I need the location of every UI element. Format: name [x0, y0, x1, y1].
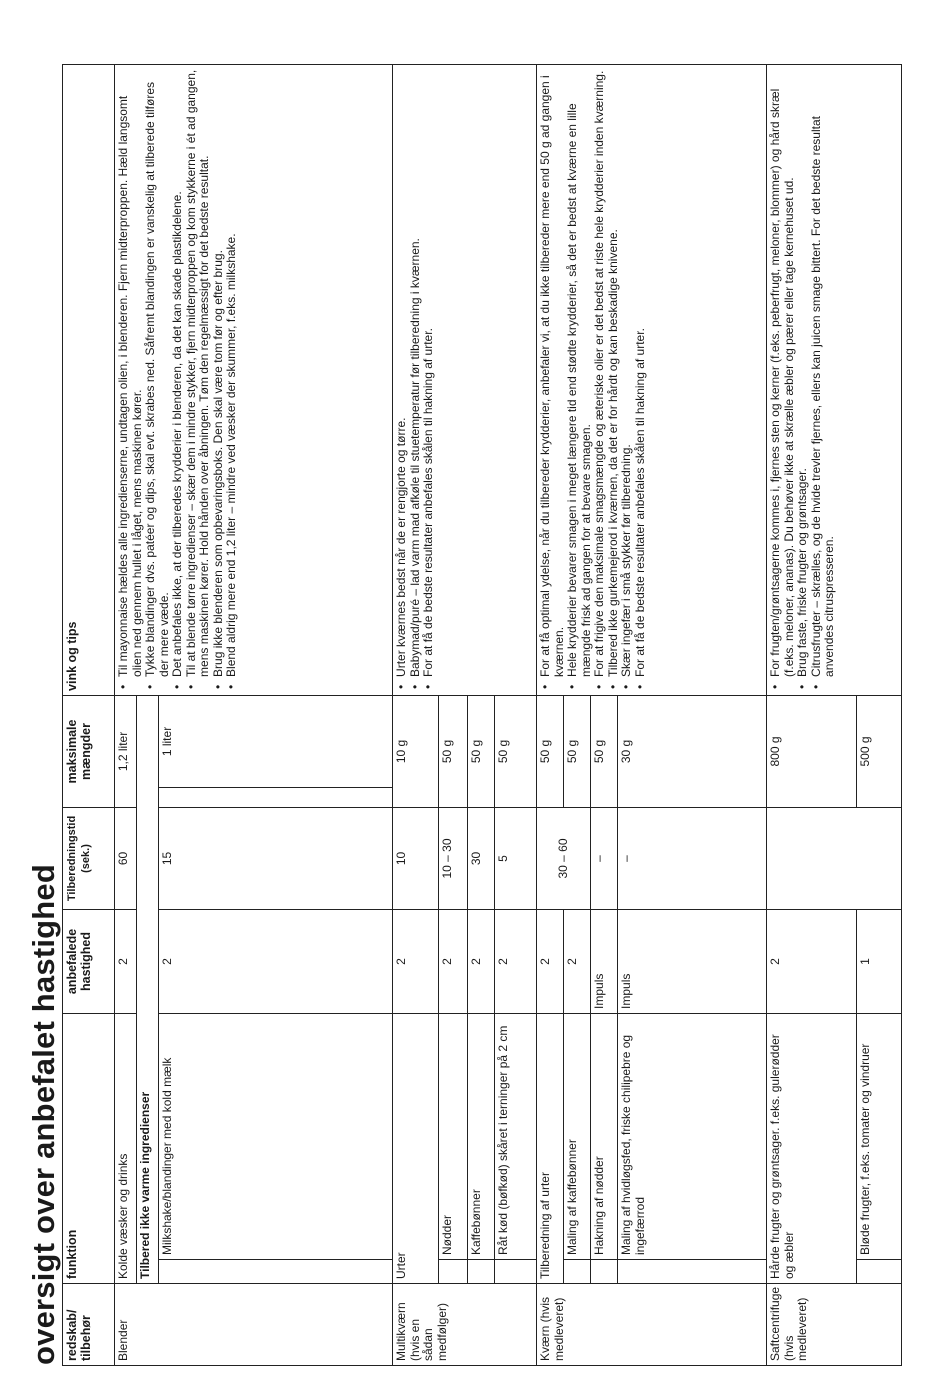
max-cell: 50 g — [439, 695, 468, 807]
function-cell: Milkshake/blandinger med kold mælk — [159, 1013, 393, 1259]
header-speed: anbefalede hastighed — [63, 909, 115, 1013]
function-cell: Maling af hvidløgsfed, friske chilipebre og ingefærrod — [618, 1013, 767, 1259]
max-cell: 50 g — [537, 695, 564, 807]
header-tool: redskab/ tilbehør — [63, 1284, 115, 1366]
function-cell: Hårde frugter og grøntsager. f.eks. gulerødder og æbler — [767, 1013, 857, 1283]
max-cell: 500 g — [857, 695, 902, 807]
max-cell: 1,2 liter — [115, 695, 137, 807]
speed-cell: 2 — [495, 909, 537, 1013]
speed-table — [62, 64, 902, 1366]
function-cell: Maling af kaffebønner — [564, 1013, 591, 1259]
time-cell — [767, 807, 902, 909]
tips-cell — [767, 64, 902, 695]
tool-cell: Kværn (hvis medleveret) — [537, 1284, 767, 1366]
tip-item: • Brug faste, friske frugter og grøntsager. — [796, 69, 810, 677]
function-cell: Hakning af nødder — [591, 1013, 618, 1259]
tip-item: • Skær ingefær i små stykker før tilberedning. — [620, 69, 634, 677]
speed-cell: 2 — [564, 909, 591, 1013]
max-cell: 800 g — [767, 695, 857, 807]
speed-cell: 2 — [439, 909, 468, 1013]
time-cell: 60 — [115, 807, 137, 909]
table-row — [537, 64, 564, 1365]
tips-list — [769, 69, 837, 691]
header-tips: vink og tips — [63, 64, 115, 695]
tips-cell — [537, 64, 767, 695]
function-cell: Nødder — [439, 1013, 468, 1259]
page-title: oversigt over anbefalet hastighed — [26, 863, 61, 1365]
time-cell: – — [618, 807, 767, 909]
tip-item: • Hele krydderier bevarer smagen i meget længere tid end stødte krydderier, så det er bedst at kværne en lille mængde frisk ad gangen for at bevare smagen. — [566, 69, 593, 677]
time-cell: 30 — [468, 807, 495, 909]
tips-cell — [393, 64, 537, 695]
blender-subheading: Tilbered ikke varme ingredienser — [137, 695, 159, 1283]
speed-cell: Impuls — [591, 909, 618, 1013]
time-cell: – — [591, 807, 618, 909]
header-time: Tilberedningstid (sek.) — [63, 807, 115, 909]
tip-item: • Urter kværnes bedst når de er rengjorte og tørre. — [395, 69, 409, 677]
tips-list — [395, 69, 436, 691]
header-max: maksimale mængder — [63, 695, 115, 807]
speed-cell: 2 — [115, 909, 137, 1013]
speed-cell: 2 — [468, 909, 495, 1013]
tip-item: • Blend aldrig mere end 1,2 liter – mindre ved væsker der skummer, f.eks. milkshake. — [225, 69, 239, 677]
table-row — [393, 64, 439, 1365]
tip-item: • For at få optimal ydelse, når du tilbereder krydderier, anbefaler vi, at du ikke tilbereder mere end 50 g ad gangen i kværnen. — [539, 69, 566, 677]
tip-item: • Det anbefales ikke, at der tilberedes krydderier i blenderen, da det kan skade plastikdelene. — [171, 69, 185, 677]
tip-item: • Tilbered ikke gurkemejerod i kværnen, da det er for hårdt og kan beskadige knivene. — [607, 69, 621, 677]
speed-cell: 2 — [159, 909, 393, 1013]
speed-cell: 2 — [767, 909, 857, 1013]
function-cell: Kolde væsker og drinks — [115, 1013, 137, 1283]
tool-cell: Saftcentrifuge (hvis medleveret) — [767, 1284, 902, 1366]
tool-cell: Blender — [115, 1284, 393, 1366]
function-cell: Urter — [393, 1013, 439, 1283]
speed-cell: Impuls — [618, 909, 767, 1013]
tip-item: • For frugten/grøntsagerne kommes i, fjernes sten og kerner (f.eks. peberfrugt, meloner, blommer) og hård skræl (f.eks. meloner, ananas). Du behøver ikke at skrælle æbler og pærer eller tage kernehuset ud. — [769, 69, 796, 677]
tip-item: • Tykke blandinger dvs. patéer og dips, skal evt. skrabes ned. Såfremt blandingen er vanskelig at tilberede tilføres der mere væde. — [144, 69, 171, 677]
tip-item: • For at frigive den maksimale smagsmængde og æteriske olier er det bedst at riste hele krydderier inden kværning. — [593, 69, 607, 677]
max-cell: 50 g — [564, 695, 591, 807]
table-row — [115, 64, 137, 1365]
time-cell: 5 — [495, 807, 537, 909]
speed-cell: 2 — [537, 909, 564, 1013]
max-cell: 50 g — [591, 695, 618, 807]
time-cell: 30 – 60 — [537, 807, 591, 909]
tip-item: • Til mayonnaise hældes alle ingredienserne, undtagen olien, i blenderen. Fjern midterproppen. Hæld langsomt olien ned gennem hullet i låget, mens maskinen kører. — [117, 69, 144, 677]
tips-list — [117, 69, 239, 691]
tip-item: • Til at blende tørre ingredienser – skær dem i mindre stykker, fjern midterproppen og kom stykkerne i ét ad gangen, mens maskinen kører. Hold hånden over åbningen. Tøm den regelmæssigt for det bedste resultat. — [185, 69, 212, 677]
tips-list — [539, 69, 647, 691]
function-cell: Kaffebønner — [468, 1013, 495, 1259]
tip-item: • Babymad/puré – lad varm mad afkøle til stuetemperatur før tilberedning i kværnen. — [409, 69, 423, 677]
time-cell: 15 — [159, 807, 393, 909]
max-cell: 50 g — [468, 695, 495, 807]
function-cell: Tilberedning af urter — [537, 1013, 564, 1283]
tip-item: • Brug ikke blenderen som opbevaringsboks. Den skal være tom før og efter brug. — [212, 69, 226, 677]
max-cell: 1 liter — [159, 695, 393, 787]
max-cell: 30 g — [618, 695, 767, 807]
max-cell: 50 g — [495, 695, 537, 807]
tip-item: • For at få de bedste resultater anbefales skålen til hakning af urter. — [634, 69, 648, 677]
tips-cell — [115, 64, 393, 695]
speed-cell: 2 — [393, 909, 439, 1013]
time-cell: 10 – 30 — [439, 807, 468, 909]
function-cell: Råt kød (bøfkød) skåret i terninger på 2 cm — [495, 1013, 537, 1259]
function-cell: Bløde frugter, f.eks. tomater og vindruer — [857, 1013, 902, 1259]
tip-item: • For at få de bedste resultater anbefales skålen til hakning af urter. — [422, 69, 436, 677]
time-cell: 10 — [393, 807, 439, 909]
tool-cell: Multikværn (hvis en sådan medfølger) — [393, 1284, 537, 1366]
tip-item: • Citrusfrugter – skrælles, og de hvide trevler fjernes, ellers kan juicen smage bittert. For det bedste resultat anvendes citruspresseren. — [810, 69, 837, 677]
max-cell: 10 g — [393, 695, 439, 807]
speed-cell: 1 — [857, 909, 902, 1013]
table-row — [767, 64, 857, 1365]
header-function: funktion — [63, 1013, 115, 1283]
